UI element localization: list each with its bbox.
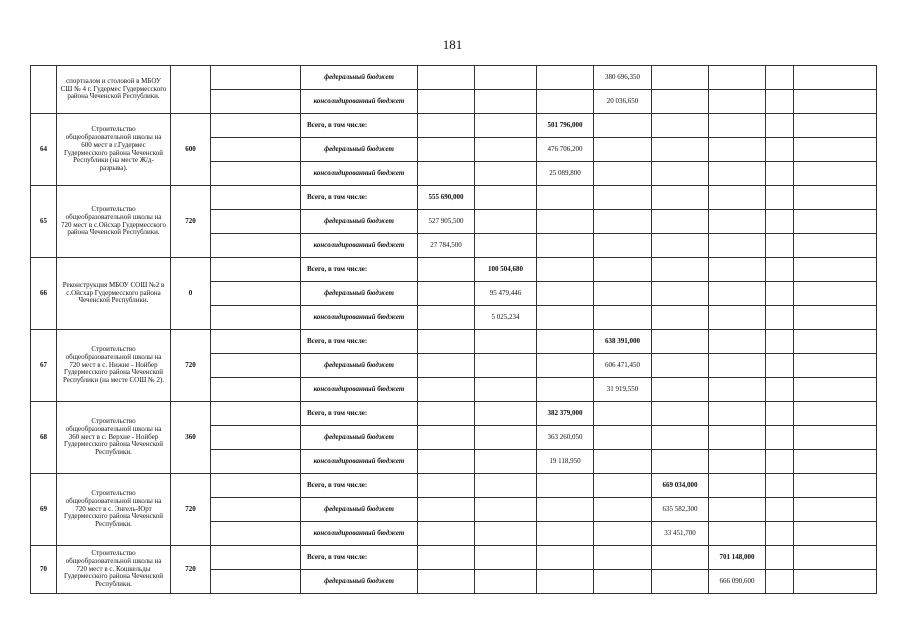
amount-value: 635 582,300 — [652, 498, 709, 522]
empty-cell — [418, 330, 475, 354]
empty-cell — [475, 354, 537, 378]
empty-cell — [709, 402, 766, 426]
empty-cell — [652, 186, 709, 210]
empty-cell — [475, 90, 537, 114]
blank-cell — [211, 378, 301, 402]
empty-cell — [766, 186, 794, 210]
empty-cell — [418, 306, 475, 330]
empty-cell — [475, 186, 537, 210]
amount-value: 527 905,500 — [418, 210, 475, 234]
empty-cell — [475, 570, 537, 594]
blank-cell — [211, 330, 301, 354]
empty-cell — [709, 138, 766, 162]
empty-cell — [794, 90, 877, 114]
empty-cell — [475, 234, 537, 258]
empty-cell — [766, 546, 794, 570]
empty-cell — [794, 498, 877, 522]
table-row — [31, 546, 877, 570]
empty-cell — [652, 162, 709, 186]
empty-cell — [794, 330, 877, 354]
empty-cell — [709, 258, 766, 282]
blank-cell — [211, 498, 301, 522]
blank-cell — [211, 186, 301, 210]
budget-table — [30, 65, 877, 594]
blank-cell — [211, 570, 301, 594]
empty-cell — [594, 306, 652, 330]
amount-value: 33 451,700 — [652, 522, 709, 546]
row-number: 68 — [31, 402, 57, 474]
empty-cell — [418, 258, 475, 282]
empty-cell — [475, 138, 537, 162]
empty-cell — [537, 330, 594, 354]
funding-type: федеральный бюджет — [301, 282, 418, 306]
amount-value: 25 089,800 — [537, 162, 594, 186]
empty-cell — [537, 186, 594, 210]
empty-cell — [594, 210, 652, 234]
empty-cell — [794, 522, 877, 546]
empty-cell — [537, 210, 594, 234]
funding-type: Всего, в том числе: — [301, 258, 418, 282]
amount-value: 95 479,446 — [475, 282, 537, 306]
empty-cell — [766, 522, 794, 546]
empty-cell — [652, 258, 709, 282]
empty-cell — [475, 66, 537, 90]
funding-type: федеральный бюджет — [301, 66, 418, 90]
empty-cell — [594, 426, 652, 450]
empty-cell — [537, 234, 594, 258]
funding-type: федеральный бюджет — [301, 570, 418, 594]
amount-value: 100 504,680 — [475, 258, 537, 282]
empty-cell — [794, 450, 877, 474]
empty-cell — [766, 114, 794, 138]
empty-cell — [766, 138, 794, 162]
empty-cell — [475, 330, 537, 354]
empty-cell — [766, 450, 794, 474]
funding-type: федеральный бюджет — [301, 498, 418, 522]
funding-type: Всего, в том числе: — [301, 186, 418, 210]
empty-cell — [418, 474, 475, 498]
amount-value: 382 379,000 — [537, 402, 594, 426]
empty-cell — [418, 114, 475, 138]
empty-cell — [475, 546, 537, 570]
empty-cell — [652, 138, 709, 162]
empty-cell — [709, 234, 766, 258]
object-description: спортзалом и столовой в МБОУ СШ № 4 г. Гудермес Гудермесского района Чеченской Республики. — [57, 66, 171, 114]
blank-cell — [211, 306, 301, 330]
empty-cell — [594, 114, 652, 138]
funding-type: Всего, в том числе: — [301, 114, 418, 138]
empty-cell — [652, 66, 709, 90]
amount-value: 27 784,500 — [418, 234, 475, 258]
empty-cell — [537, 66, 594, 90]
amount-value: 701 148,000 — [709, 546, 766, 570]
object-description: Строительство общеобразовательной школы на 600 мест в г.Гудермес Гудермесского района Чеченской Республики (на месте Ж/д-разрыва). — [57, 114, 171, 186]
empty-cell — [475, 378, 537, 402]
empty-cell — [418, 162, 475, 186]
funding-type: консолидированный бюджет — [301, 450, 418, 474]
empty-cell — [418, 522, 475, 546]
row-number: 70 — [31, 546, 57, 594]
empty-cell — [537, 258, 594, 282]
funding-type: Всего, в том числе: — [301, 402, 418, 426]
row-number: 66 — [31, 258, 57, 330]
empty-cell — [652, 90, 709, 114]
empty-cell — [475, 474, 537, 498]
empty-cell — [418, 570, 475, 594]
empty-cell — [766, 378, 794, 402]
blank-cell — [211, 522, 301, 546]
empty-cell — [794, 474, 877, 498]
funding-type: Всего, в том числе: — [301, 546, 418, 570]
empty-cell — [709, 306, 766, 330]
empty-cell — [652, 402, 709, 426]
funding-type: Всего, в том числе: — [301, 474, 418, 498]
empty-cell — [794, 210, 877, 234]
empty-cell — [709, 498, 766, 522]
blank-cell — [211, 426, 301, 450]
empty-cell — [709, 90, 766, 114]
empty-cell — [652, 210, 709, 234]
empty-cell — [418, 138, 475, 162]
empty-cell — [794, 402, 877, 426]
empty-cell — [709, 210, 766, 234]
blank-cell — [211, 66, 301, 90]
empty-cell — [766, 258, 794, 282]
empty-cell — [418, 90, 475, 114]
object-description: Строительство общеобразовательной школы на 360 мест в с. Верхне - Нойбер Гудермесского района Чеченской Республики. — [57, 402, 171, 474]
empty-cell — [594, 522, 652, 546]
empty-cell — [766, 306, 794, 330]
empty-cell — [794, 234, 877, 258]
empty-cell — [418, 378, 475, 402]
empty-cell — [537, 90, 594, 114]
empty-cell — [709, 426, 766, 450]
empty-cell — [794, 138, 877, 162]
empty-cell — [766, 282, 794, 306]
empty-cell — [766, 330, 794, 354]
empty-cell — [537, 282, 594, 306]
object-description: Реконструкция МБОУ СОШ №2 в с.Ойсхар Гудермесского района Чеченской Республики. — [57, 258, 171, 330]
empty-cell — [418, 66, 475, 90]
empty-cell — [652, 306, 709, 330]
blank-cell — [211, 234, 301, 258]
empty-cell — [709, 450, 766, 474]
empty-cell — [594, 234, 652, 258]
empty-cell — [766, 162, 794, 186]
row-number: 69 — [31, 474, 57, 546]
empty-cell — [594, 450, 652, 474]
amount-value: 555 690,000 — [418, 186, 475, 210]
empty-cell — [766, 210, 794, 234]
page-number: 181 — [442, 37, 463, 52]
empty-cell — [766, 66, 794, 90]
empty-cell — [766, 570, 794, 594]
empty-cell — [709, 66, 766, 90]
table-row — [31, 474, 877, 498]
empty-cell — [652, 330, 709, 354]
empty-cell — [418, 354, 475, 378]
funding-type: консолидированный бюджет — [301, 378, 418, 402]
empty-cell — [794, 306, 877, 330]
object-description: Строительство общеобразовательной школы на 720 мест в с.Ойсхар Гудермесского района Чеченской Республики. — [57, 186, 171, 258]
row-number — [31, 66, 57, 114]
blank-cell — [211, 546, 301, 570]
object-description: Строительство общеобразовательной школы на 720 мест в с. Кошкельды Гудермесского района Чеченской Республики. — [57, 546, 171, 594]
table-row — [31, 186, 877, 210]
funding-type: консолидированный бюджет — [301, 90, 418, 114]
capacity — [171, 66, 211, 114]
object-description: Строительство общеобразовательной школы на 720 мест в с. Энгель-Юрт Гудермесского района Чеченской Республики. — [57, 474, 171, 546]
table-row — [31, 114, 877, 138]
blank-cell — [211, 162, 301, 186]
funding-type: федеральный бюджет — [301, 210, 418, 234]
capacity: 720 — [171, 546, 211, 594]
empty-cell — [794, 186, 877, 210]
empty-cell — [418, 426, 475, 450]
table-row — [31, 402, 877, 426]
amount-value: 501 796,000 — [537, 114, 594, 138]
empty-cell — [652, 378, 709, 402]
empty-cell — [594, 138, 652, 162]
amount-value: 19 118,950 — [537, 450, 594, 474]
amount-value: 638 391,000 — [594, 330, 652, 354]
empty-cell — [766, 498, 794, 522]
capacity: 600 — [171, 114, 211, 186]
empty-cell — [537, 570, 594, 594]
empty-cell — [537, 546, 594, 570]
funding-type: консолидированный бюджет — [301, 306, 418, 330]
empty-cell — [594, 402, 652, 426]
object-description: Строительство общеобразовательной школы на 720 мест в с. Нижне - Нойбер Гудермесского района Чеченской Республики (на месте СОШ № 2). — [57, 330, 171, 402]
empty-cell — [652, 234, 709, 258]
table-row — [31, 66, 877, 90]
capacity: 720 — [171, 186, 211, 258]
empty-cell — [794, 378, 877, 402]
blank-cell — [211, 258, 301, 282]
blank-cell — [211, 210, 301, 234]
empty-cell — [594, 546, 652, 570]
amount-value: 380 696,350 — [594, 66, 652, 90]
empty-cell — [766, 234, 794, 258]
empty-cell — [794, 354, 877, 378]
empty-cell — [794, 162, 877, 186]
row-number: 64 — [31, 114, 57, 186]
amount-value: 666 090,600 — [709, 570, 766, 594]
empty-cell — [418, 546, 475, 570]
empty-cell — [709, 282, 766, 306]
empty-cell — [766, 474, 794, 498]
empty-cell — [537, 474, 594, 498]
empty-cell — [475, 450, 537, 474]
empty-cell — [709, 114, 766, 138]
empty-cell — [475, 402, 537, 426]
empty-cell — [594, 570, 652, 594]
empty-cell — [537, 378, 594, 402]
empty-cell — [794, 282, 877, 306]
empty-cell — [594, 186, 652, 210]
blank-cell — [211, 354, 301, 378]
funding-type: федеральный бюджет — [301, 138, 418, 162]
empty-cell — [418, 450, 475, 474]
empty-cell — [794, 426, 877, 450]
empty-cell — [418, 282, 475, 306]
amount-value: 669 034,000 — [652, 474, 709, 498]
table-row — [31, 330, 877, 354]
empty-cell — [594, 474, 652, 498]
empty-cell — [766, 426, 794, 450]
row-number: 67 — [31, 330, 57, 402]
empty-cell — [537, 498, 594, 522]
empty-cell — [709, 330, 766, 354]
empty-cell — [794, 114, 877, 138]
funding-type: консолидированный бюджет — [301, 234, 418, 258]
empty-cell — [794, 546, 877, 570]
blank-cell — [211, 90, 301, 114]
blank-cell — [211, 114, 301, 138]
empty-cell — [475, 522, 537, 546]
blank-cell — [211, 450, 301, 474]
empty-cell — [652, 450, 709, 474]
blank-cell — [211, 282, 301, 306]
amount-value: 606 471,450 — [594, 354, 652, 378]
blank-cell — [211, 402, 301, 426]
empty-cell — [652, 354, 709, 378]
amount-value: 363 260,050 — [537, 426, 594, 450]
table-body — [31, 66, 877, 594]
empty-cell — [418, 498, 475, 522]
empty-cell — [475, 162, 537, 186]
funding-type: консолидированный бюджет — [301, 522, 418, 546]
capacity: 720 — [171, 330, 211, 402]
empty-cell — [475, 426, 537, 450]
amount-value: 31 919,550 — [594, 378, 652, 402]
empty-cell — [652, 114, 709, 138]
capacity: 720 — [171, 474, 211, 546]
empty-cell — [594, 282, 652, 306]
capacity: 360 — [171, 402, 211, 474]
empty-cell — [475, 498, 537, 522]
amount-value: 5 025,234 — [475, 306, 537, 330]
empty-cell — [537, 306, 594, 330]
empty-cell — [652, 546, 709, 570]
blank-cell — [211, 138, 301, 162]
empty-cell — [794, 66, 877, 90]
empty-cell — [652, 570, 709, 594]
empty-cell — [475, 114, 537, 138]
empty-cell — [475, 210, 537, 234]
empty-cell — [709, 378, 766, 402]
empty-cell — [594, 162, 652, 186]
table-row — [31, 258, 877, 282]
funding-type: Всего, в том числе: — [301, 330, 418, 354]
capacity: 0 — [171, 258, 211, 330]
amount-value: 20 036,650 — [594, 90, 652, 114]
empty-cell — [594, 258, 652, 282]
empty-cell — [709, 474, 766, 498]
row-number: 65 — [31, 186, 57, 258]
empty-cell — [766, 354, 794, 378]
amount-value: 476 706,200 — [537, 138, 594, 162]
empty-cell — [709, 186, 766, 210]
empty-cell — [766, 402, 794, 426]
empty-cell — [794, 570, 877, 594]
empty-cell — [794, 258, 877, 282]
empty-cell — [418, 402, 475, 426]
empty-cell — [537, 354, 594, 378]
empty-cell — [709, 162, 766, 186]
blank-cell — [211, 474, 301, 498]
empty-cell — [537, 522, 594, 546]
funding-type: федеральный бюджет — [301, 354, 418, 378]
empty-cell — [652, 282, 709, 306]
funding-type: федеральный бюджет — [301, 426, 418, 450]
empty-cell — [652, 426, 709, 450]
empty-cell — [594, 498, 652, 522]
empty-cell — [766, 90, 794, 114]
empty-cell — [709, 354, 766, 378]
funding-type: консолидированный бюджет — [301, 162, 418, 186]
empty-cell — [709, 522, 766, 546]
